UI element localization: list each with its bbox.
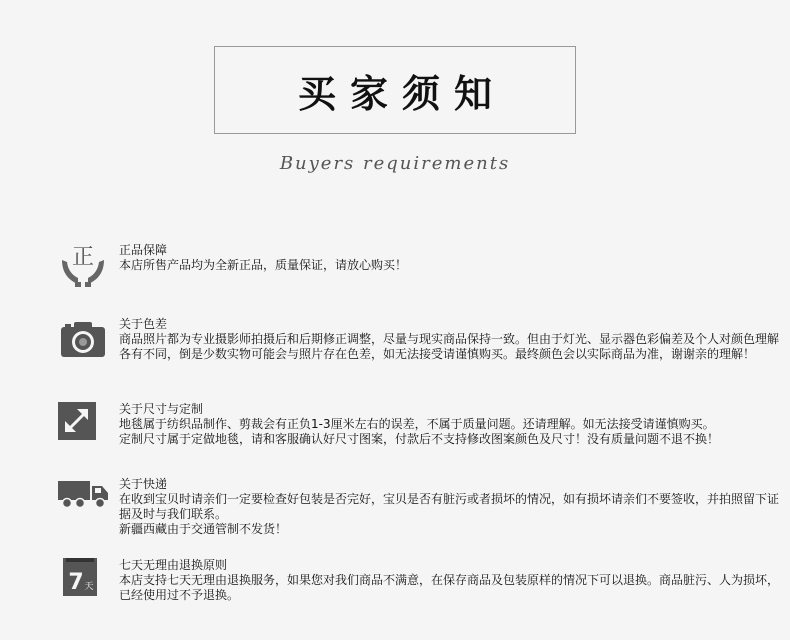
section-heading: 关于快递 bbox=[119, 477, 168, 491]
section-text: 新疆西藏由于交通管制不发货！ bbox=[119, 522, 288, 536]
genuine-hands-icon bbox=[58, 238, 108, 288]
delivery-truck-icon bbox=[58, 479, 110, 529]
section-heading: 关于尺寸与定制 bbox=[119, 402, 204, 416]
section-heading: 七天无理由退换原则 bbox=[119, 558, 228, 572]
section-text: 定制尺寸属于定做地毯，请和客服确认好尺寸图案，付款后不支持修改图案颜色及尺寸！没有质量问题不退不换！ bbox=[119, 432, 720, 446]
page-subtitle: Buyers requirements bbox=[279, 153, 511, 174]
resize-arrow-icon bbox=[58, 402, 108, 452]
svg-text:正: 正 bbox=[71, 245, 95, 270]
section-text: 本店支持七天无理由退换服务，如果您对我们商品不满意，在保存商品及包装原样的情况下可以退换。商品脏污、人为损坏，已经使用过不予退换。 bbox=[119, 573, 780, 602]
seven-day-calendar-icon bbox=[63, 558, 101, 598]
section-text: 在收到宝贝时请亲们一定要检查好包装是否完好，宝贝是否有脏污或者损坏的情况，如有损坏请亲们不要签收，并拍照留下证据及时与我们联系。 bbox=[119, 492, 780, 521]
section-text: 本店所售产品均为全新正品，质量保证，请放心购买！ bbox=[119, 258, 408, 272]
calendar-number: 7 bbox=[68, 570, 84, 595]
calendar-unit: 天 bbox=[84, 582, 94, 592]
section-heading: 关于色差 bbox=[119, 317, 168, 331]
camera-icon bbox=[58, 319, 108, 369]
page-title: 买家须知 bbox=[297, 71, 506, 116]
section-text: 地毯属于纺织品制作、剪裁会有正负1-3厘米左右的误差，不属于质量问题。还请理解。如无法接受请谨慎购买。 bbox=[119, 417, 715, 431]
section-heading: 正品保障 bbox=[119, 243, 168, 257]
title-box bbox=[214, 46, 576, 134]
section-text: 商品照片都为专业摄影师拍摄后和后期修正调整，尽量与现实商品保持一致。但由于灯光、显示器色彩偏差及个人对颜色理解各有不同，倒是少数实物可能会与照片存在色差，如无法接受请谨慎购买。最终颜色会以实际商品为准，谢谢亲的理解！ bbox=[119, 332, 780, 361]
